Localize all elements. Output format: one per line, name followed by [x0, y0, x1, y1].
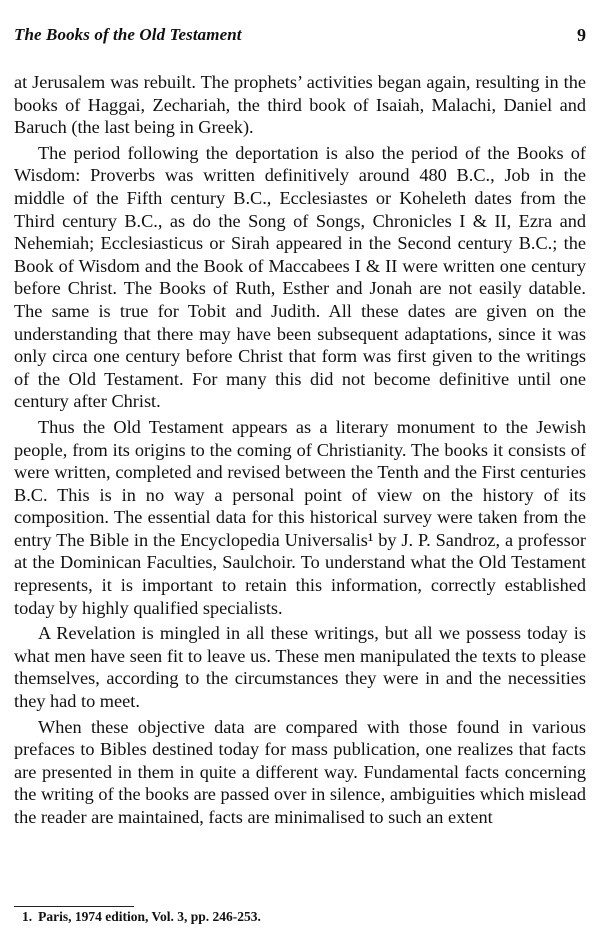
body-text [14, 71, 586, 829]
page-header [14, 25, 586, 51]
footnote [22, 909, 261, 925]
paragraph: at Jerusalem was rebuilt. The prophets’ activities began again, resulting in the books of Haggai, Zechariah, the third book of Isaiah, Malachi, Daniel and Baruch (the last being in Greek). [14, 72, 586, 138]
paragraph: Thus the Old Testament appears as a literary monument to the Jewish people, from its origins to the coming of Christianity. The books it consists of were written, completed and revised between the Tenth and the First centuries B.C. This is in no way a personal point of view on the history of its composition. The essential data for this historical survey were taken from the entry The Bible in the Encyclopedia Universalis¹ by J. P. Sandroz, a professor at the Dominican Faculties, Saulchoir. To understand what the Old Testament represents, it is important to retain this information, correctly established today by highly qualified specialists. [14, 416, 586, 618]
paragraph: When these objective data are compared with those found in various prefaces to Bibles destined today for mass publication, one realizes that facts are presented in them in quite a different way. Fundamental facts concerning the writing of the books are passed over in silence, ambiguities which mislead the reader are maintained, facts are minimalised to such an extent [14, 716, 586, 827]
paragraph: A Revelation is mingled in all these writings, but all we possess today is what men have seen fit to leave us. These men manipulated the texts to please themselves, according to the circumstances they were in and the necessities they had to meet. [14, 623, 586, 712]
footnote-text: Paris, 1974 edition, Vol. 3, pp. 246-253. [38, 909, 261, 924]
page-number: 9 [577, 25, 586, 45]
footnote-number: 1. [22, 909, 33, 924]
running-title: The Books of the Old Testament [14, 25, 242, 44]
footnote-divider [14, 906, 134, 907]
paragraph: The period following the deportation is also the period of the Books of Wisdom: Proverbs was written definitively around 480 B.C., Job in the middle of the Fifth century B.C., Ecclesiastes or Koheleth dates from the Third century B.C., as do the Song of Songs, Chronicles I & II, Ezra and Nehemiah; Ecclesiasticus or Sirah appeared in the Second century B.C.; the Book of Wisdom and the Book of Maccabees I & II were written one century before Christ. The Books of Ruth, Esther and Jonah are not easily datable. The same is true for Tobit and Judith. All these dates are given on the understanding that there may have been subsequent adaptations, since it was only circa one century before Christ that form was first given to the writings of the Old Testament. For many this did not become definitive until one century after Christ. [14, 142, 586, 412]
